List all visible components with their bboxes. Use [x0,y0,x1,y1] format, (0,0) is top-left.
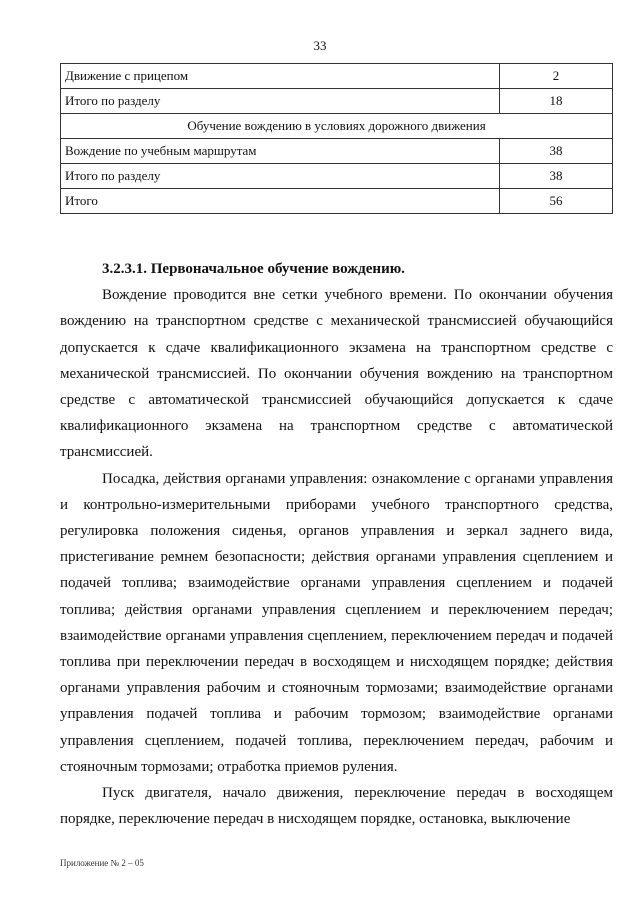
table-row [61,89,613,114]
row-hours: 18 [500,89,613,114]
row-hours: 56 [500,189,613,214]
row-name: Движение с прицепом [61,64,500,89]
page-number: 33 [313,38,327,53]
table-row [61,164,613,189]
table-row [61,189,613,214]
row-hours: 2 [500,64,613,89]
table-section-row [61,114,613,139]
table-row [61,64,613,89]
document-body [60,256,613,832]
section-title: Обучение вождению в условиях дорожного движения [61,114,613,139]
body-paragraph: Пуск двигателя, начало движения, переключение передач в восходящем порядке, переключение передач в нисходящем порядке, остановка, выключение [60,785,613,828]
row-hours: 38 [500,139,613,164]
row-name: Вождение по учебным маршрутам [61,139,500,164]
training-hours-table [60,63,613,214]
section-heading: 3.2.3.1. Первоначальное обучение вождению. [102,261,405,277]
table-row [61,139,613,164]
page-footer: Приложение № 2 – 05 [60,858,144,868]
row-hours: 38 [500,164,613,189]
row-name: Итого по разделу [61,164,500,189]
body-paragraph: Вождение проводится вне сетки учебного времени. По окончании обучения вождению на транспортном средстве с механической трансмиссией обучающийся допускается к сдаче квалификационного экзамена на транспортном средстве с механической трансмиссией. По окончании обучения вождению на транспортном средстве с автоматической трансмиссией обучающийся допускается к сдаче квалификационного экзамена на транспортном средстве с автоматической трансмиссией. [60,287,613,461]
row-name: Итого по разделу [61,89,500,114]
body-paragraph: Посадка, действия органами управления: ознакомление с органами управления и контрольно-измерительными приборами учебного транспортного средства, регулировка положения сиденья, органов управления и зеркал заднего вида, пристегивание ремнем безопасности; действия органами управления сцеплением и подачей топлива; взаимодействие органами управления сцеплением и подачей топлива; действия органами управления сцеплением и переключением передач; взаимодействие органами управления сцеплением, переключением передач и подачей топлива при переключении передач в восходящем и нисходящем порядке; действия органами управления рабочим и стояночным тормозами; взаимодействие органами управления подачей топлива и рабочим тормозом; взаимодействие органами управления сцеплением, подачей топлива, переключением передач, рабочим и стояночным тормозами; отработка приемов руления. [60,470,613,775]
row-name: Итого [61,189,500,214]
